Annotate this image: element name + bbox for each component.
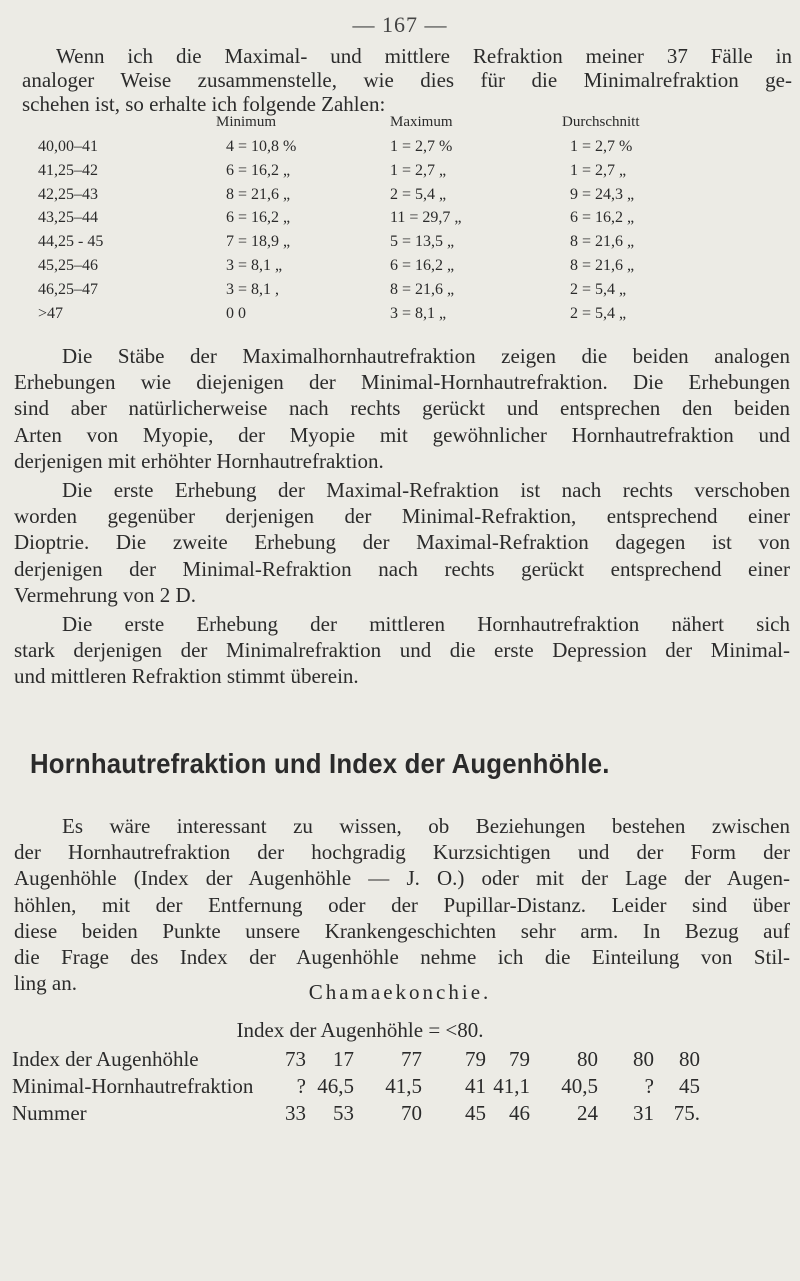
text-line: Arten von Myopie, der Myopie mit gewöhnlicher Hornhautrefraktion und	[14, 422, 790, 447]
average-cell: 1 = 2,7 „	[570, 161, 627, 179]
value-cell: 45	[679, 1074, 700, 1098]
table-row	[0, 162, 800, 186]
text-line: ling an.	[14, 971, 77, 996]
minimum-cell: 8 = 21,6 „	[226, 185, 291, 203]
text-line: Wenn ich die Maximal- und mittlere Refraktion meiner 37 Fälle in	[56, 44, 792, 68]
index-line: Index der Augenhöhle = <80.	[236, 1018, 484, 1042]
text-line: derjenigen mit erhöhter Hornhautrefraktion.	[14, 448, 384, 473]
maximum-cell: 11 = 29,7 „	[390, 209, 462, 227]
value-cell: 80	[679, 1047, 700, 1071]
value-cell: 80	[577, 1047, 598, 1071]
maximum-cell: 1 = 2,7 %	[390, 138, 453, 155]
value-cell: 41,5	[385, 1074, 422, 1098]
range-cell: 41,25–42	[38, 161, 98, 179]
average-cell: 2 = 5,4 „	[570, 280, 627, 298]
minimum-cell: 6 = 16,2 „	[226, 209, 291, 227]
text-line: schehen ist, so erhalte ich folgende Zahlen:	[22, 92, 386, 116]
table-row	[0, 1074, 800, 1100]
text-line: und mittleren Refraktion stimmt überein.	[14, 664, 359, 689]
maximum-cell: 1 = 2,7 „	[390, 161, 447, 179]
maximum-cell: 5 = 13,5 „	[390, 233, 455, 251]
minimum-cell: 7 = 18,9 „	[226, 233, 291, 251]
table-row	[0, 233, 800, 257]
value-cell: 75.	[673, 1101, 700, 1125]
table-row	[0, 1101, 800, 1127]
range-cell: >47	[38, 304, 64, 322]
value-cell: 53	[333, 1101, 354, 1125]
paragraph-stabe	[14, 343, 790, 474]
column-header-maximum: Maximum	[390, 114, 453, 130]
value-cell: 17	[333, 1047, 354, 1071]
paragraph-interessant	[14, 813, 790, 996]
text-line: Die Stäbe der Maximalhornhautrefraktion zeigen die beiden analogen	[62, 344, 790, 368]
minimum-cell: 0 0	[226, 304, 246, 322]
text-line: diese beiden Punkte unsere Krankengeschichten sehr arm. In Bezug auf	[14, 918, 790, 943]
average-cell: 8 = 21,6 „	[570, 233, 635, 251]
subheading: Chamaekonchie.	[308, 980, 492, 1004]
row-label: Nummer	[12, 1101, 87, 1125]
text-line: Die erste Erhebung der Maximal-Refraktion ist nach rechts verschoben	[62, 478, 790, 502]
value-cell: 73	[285, 1047, 306, 1071]
text-line: sind aber natürlicherweise nach rechts gerückt und entsprechen den beiden	[14, 396, 790, 421]
text-line: Augenhöhle (Index der Augenhöhle — J. O.) oder mit der Lage der Augen-	[14, 866, 790, 891]
row-label: Index der Augenhöhle	[12, 1047, 199, 1071]
table-row	[0, 186, 800, 210]
maximum-cell: 3 = 8,1 „	[390, 304, 447, 322]
value-cell: 41,1	[493, 1074, 530, 1098]
value-cell: 24	[577, 1101, 598, 1125]
range-cell: 42,25–43	[38, 185, 98, 203]
average-cell: 8 = 21,6 „	[570, 257, 635, 274]
value-cell: 70	[401, 1101, 422, 1125]
text-line: die Frage des Index der Augenhöhle nehme ich die Einteilung von Stil-	[14, 945, 790, 970]
average-cell: 1 = 2,7 %	[570, 138, 633, 155]
range-cell: 45,25–46	[38, 257, 98, 274]
text-line: stark derjenigen der Minimalrefraktion und die erste Depression der Minimal-	[14, 638, 790, 663]
value-cell: 40,5	[561, 1074, 598, 1098]
paragraph-mittlere	[14, 611, 790, 690]
table-row	[0, 305, 800, 329]
minimum-cell: 3 = 8,1 ,	[226, 280, 280, 298]
minimum-cell: 3 = 8,1 „	[226, 257, 283, 274]
value-cell: ?	[644, 1074, 654, 1098]
maximum-cell: 2 = 5,4 „	[390, 185, 447, 203]
minimum-cell: 6 = 16,2 „	[226, 161, 291, 179]
value-cell: 33	[285, 1101, 306, 1125]
value-cell: 79	[509, 1047, 530, 1071]
value-cell: 79	[465, 1047, 486, 1071]
table-row	[0, 257, 800, 281]
text-line: derjenigen der Minimal-Refraktion nach rechts gerückt entsprechend einer	[14, 556, 790, 581]
text-line: Die erste Erhebung der mittleren Hornhautrefraktion nähert sich	[62, 612, 790, 636]
section-heading: Hornhautrefraktion und Index der Augenhöhle.	[30, 748, 610, 779]
value-cell: 31	[633, 1101, 654, 1125]
range-cell: 46,25–47	[38, 280, 98, 298]
text-line: Es wäre interessant zu wissen, ob Beziehungen bestehen zwischen	[62, 814, 790, 838]
row-label: Minimal-Hornhautrefraktion	[12, 1074, 254, 1098]
text-line: der Hornhautrefraktion der hochgradig Kurzsichtigen und der Form der	[14, 840, 790, 865]
value-cell: 80	[633, 1047, 654, 1071]
page-number: — 167 —	[352, 12, 448, 37]
maximum-cell: 6 = 16,2 „	[390, 257, 455, 274]
table-row	[0, 209, 800, 233]
intro-paragraph	[22, 44, 792, 116]
average-cell: 6 = 16,2 „	[570, 209, 635, 227]
value-cell: 45	[465, 1101, 486, 1125]
text-line: worden gegenüber derjenigen der Minimal-Refraktion, entsprechend einer	[14, 504, 790, 529]
table-row	[0, 138, 800, 162]
text-line: Vermehrung von 2 D.	[14, 582, 196, 607]
text-line: Dioptrie. Die zweite Erhebung der Maximal-Refraktion dagegen ist von	[14, 530, 790, 555]
text-line: analoger Weise zusammenstelle, wie dies für die Minimalrefraktion ge-	[22, 68, 792, 92]
table-row	[0, 281, 800, 305]
value-cell: 77	[401, 1047, 422, 1071]
value-cell: 46,5	[317, 1074, 354, 1098]
range-cell: 43,25–44	[38, 209, 98, 227]
average-cell: 9 = 24,3 „	[570, 185, 635, 203]
minimum-cell: 4 = 10,8 %	[226, 138, 297, 155]
value-cell: 46	[509, 1101, 530, 1125]
range-cell: 40,00–41	[38, 138, 98, 155]
text-line: Erhebungen wie diejenigen der Minimal-Hornhautrefraktion. Die Erhebungen	[14, 370, 790, 395]
paragraph-erste-erhebung	[14, 477, 790, 608]
value-cell: 41	[465, 1074, 486, 1098]
text-line: höhlen, mit der Entfernung oder der Pupillar-Distanz. Leider sind über	[14, 892, 790, 917]
value-cell: ?	[296, 1074, 306, 1098]
average-cell: 2 = 5,4 „	[570, 304, 627, 322]
column-header-durchschnitt: Durchschnitt	[562, 114, 640, 130]
range-cell: 44,25 - 45	[38, 233, 104, 251]
maximum-cell: 8 = 21,6 „	[390, 280, 455, 298]
table-row	[0, 1047, 800, 1073]
column-header-minimum: Minimum	[216, 114, 277, 130]
